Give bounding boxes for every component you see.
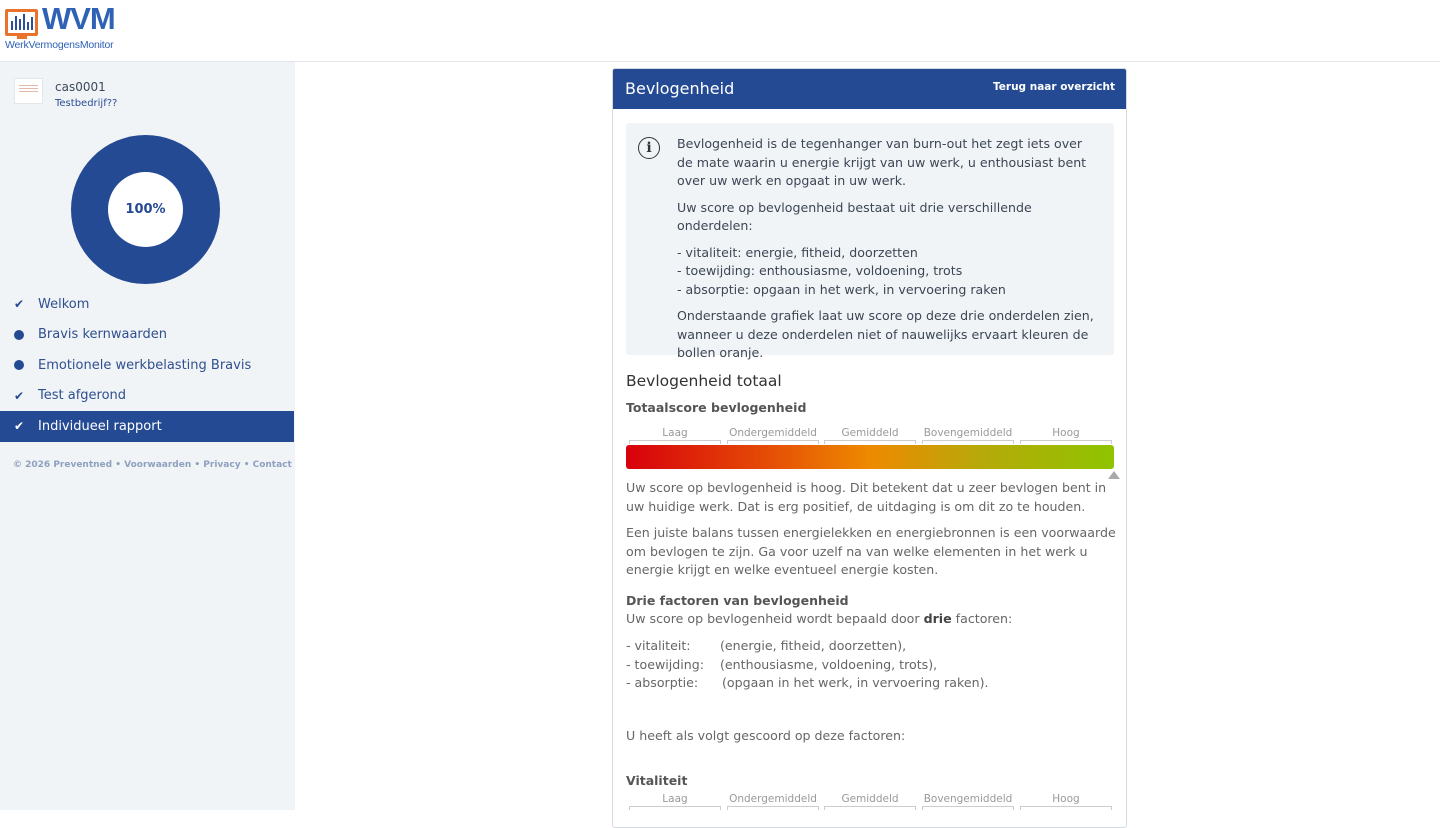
- factors-title: Drie factoren van bevlogenheid: [626, 593, 849, 608]
- info-list-item: - vitaliteit: energie, fitheid, doorzetten: [677, 244, 918, 260]
- sidebar-nav: [0, 289, 295, 442]
- info-paragraph-2: Uw score op bevlogenheid bestaat uit drie verschillende onderdelen:: [677, 199, 1032, 233]
- logo-text: WVM: [42, 1, 115, 36]
- dot-icon: [13, 329, 25, 341]
- info-box: [626, 123, 1114, 360]
- factor-row: - toewijding: (enthousiasme, voldoening, trots),: [626, 656, 938, 672]
- info-list-item: - toewijding: enthousiasme, voldoening, trots: [677, 263, 963, 278]
- footer-link-voorwaarden[interactable]: Voorwaarden: [124, 460, 192, 470]
- section-title: Bevlogenheid totaal: [626, 372, 782, 390]
- progress-donut: [71, 135, 220, 284]
- scale-label-laag: Laag: [662, 427, 688, 439]
- scale-label-laag: Laag: [662, 793, 688, 805]
- info-paragraph-1: Bevlogenheid is de tegenhanger van burn-out het zegt iets over de mate waarin u energie krijgt van uw werk, u enthousiast bent over uw werk en opgaat in uw werk.: [677, 136, 1087, 188]
- score-gradient-bar: [626, 445, 1114, 469]
- total-score-label: Totaalscore bevlogenheid: [626, 400, 807, 415]
- result-paragraph-2: Een juiste balans tussen energielekken en energiebronnen is een voorwaarde om bevlogen te zijn. Ga voor uzelf na van welke elementen in het werk u energie krijgt en welke eventueel energie kosten.: [626, 525, 1116, 577]
- scale-label-gemiddeld: Gemiddeld: [841, 427, 899, 439]
- report-card: [612, 68, 1127, 828]
- info-icon: i: [638, 137, 660, 159]
- top-bar: [0, 0, 1440, 62]
- logo-tagline: WerkVermogensMonitor: [5, 39, 114, 51]
- footer-link-contact[interactable]: Contact: [252, 460, 292, 470]
- factor-row: - vitaliteit: (energie, fitheid, doorzetten),: [626, 638, 907, 653]
- scale-label-gemiddeld: Gemiddeld: [841, 793, 899, 805]
- scale-label-ondergemiddeld: Ondergemiddeld: [729, 793, 817, 805]
- factors-intro: Uw score op bevlogenheid wordt bepaald door drie factoren:: [626, 611, 1013, 626]
- dot-icon: [13, 359, 25, 371]
- sidebar-item-bravis-kernwaarden[interactable]: [0, 320, 295, 351]
- card-header: [613, 69, 1126, 109]
- result-paragraph-1: Uw score op bevlogenheid is hoog. Dit betekent dat u zeer bevlogen bent in uw huidige werk. Dat is erg positief, de uitdaging is om dit zo te houden.: [626, 480, 1107, 514]
- sidebar-footer: © 2026 Preventned • Voorwaarden • Privacy • Contact: [13, 460, 292, 470]
- factor-row: - absorptie: (opgaan in het werk, in vervoering raken).: [626, 675, 989, 690]
- footer-link-privacy[interactable]: Privacy: [203, 460, 241, 470]
- sidebar-item-emotionele-werkbelasting[interactable]: [0, 350, 295, 381]
- scale-label-hoog: Hoog: [1052, 793, 1080, 805]
- total-score-scale: [626, 427, 1116, 440]
- info-list-item: - absorptie: opgaan in het werk, in vervoering raken: [677, 281, 1006, 297]
- sidebar-item-individueel-rapport[interactable]: [0, 411, 294, 442]
- sidebar-item-label: Emotionele werkbelasting Bravis: [38, 357, 252, 373]
- check-icon: ✔: [13, 297, 25, 312]
- company-name: Testbedrijf??: [55, 98, 118, 109]
- sidebar-item-label: Welkom: [38, 296, 90, 312]
- sidebar-item-test-afgerond[interactable]: [0, 381, 295, 412]
- score-marker-icon: [1108, 471, 1120, 479]
- user-name: cas0001: [55, 80, 106, 94]
- sidebar-item-label: Individueel rapport: [38, 418, 162, 434]
- scale-label-bovengemiddeld: Bovengemiddeld: [923, 427, 1013, 439]
- company-logo-icon: [14, 78, 43, 104]
- info-list: [677, 244, 1098, 300]
- back-to-overview-link[interactable]: Terug naar overzicht: [993, 81, 1115, 93]
- scored-intro: U heeft als volgt gescoord op deze factoren:: [626, 728, 906, 743]
- info-paragraph-3: Onderstaande grafiek laat uw score op deze drie onderdelen zien, wanneer u deze onderdelen niet of nauwelijks ervaart kleuren de bollen oranje.: [677, 308, 1094, 360]
- wvm-logo[interactable]: [5, 1, 125, 55]
- sidebar-item-label: Bravis kernwaarden: [38, 327, 168, 343]
- sidebar-item-welkom[interactable]: [0, 289, 295, 320]
- scale-label-hoog: Hoog: [1052, 427, 1080, 439]
- vitaliteit-label: Vitaliteit: [626, 773, 688, 788]
- progress-label: 100%: [108, 172, 183, 247]
- sidebar-item-label: Test afgerond: [38, 388, 127, 404]
- card-title: Bevlogenheid: [625, 79, 735, 98]
- monitor-logo-icon: [5, 9, 38, 36]
- sidebar: [0, 62, 295, 810]
- check-icon: ✔: [13, 419, 25, 434]
- factors-list: [626, 637, 1118, 693]
- vitaliteit-scale: [626, 793, 1116, 806]
- scale-label-bovengemiddeld: Bovengemiddeld: [923, 793, 1013, 805]
- scale-label-ondergemiddeld: Ondergemiddeld: [729, 427, 817, 439]
- copyright-text: © 2026 Preventned: [13, 460, 113, 470]
- check-icon: ✔: [13, 388, 25, 403]
